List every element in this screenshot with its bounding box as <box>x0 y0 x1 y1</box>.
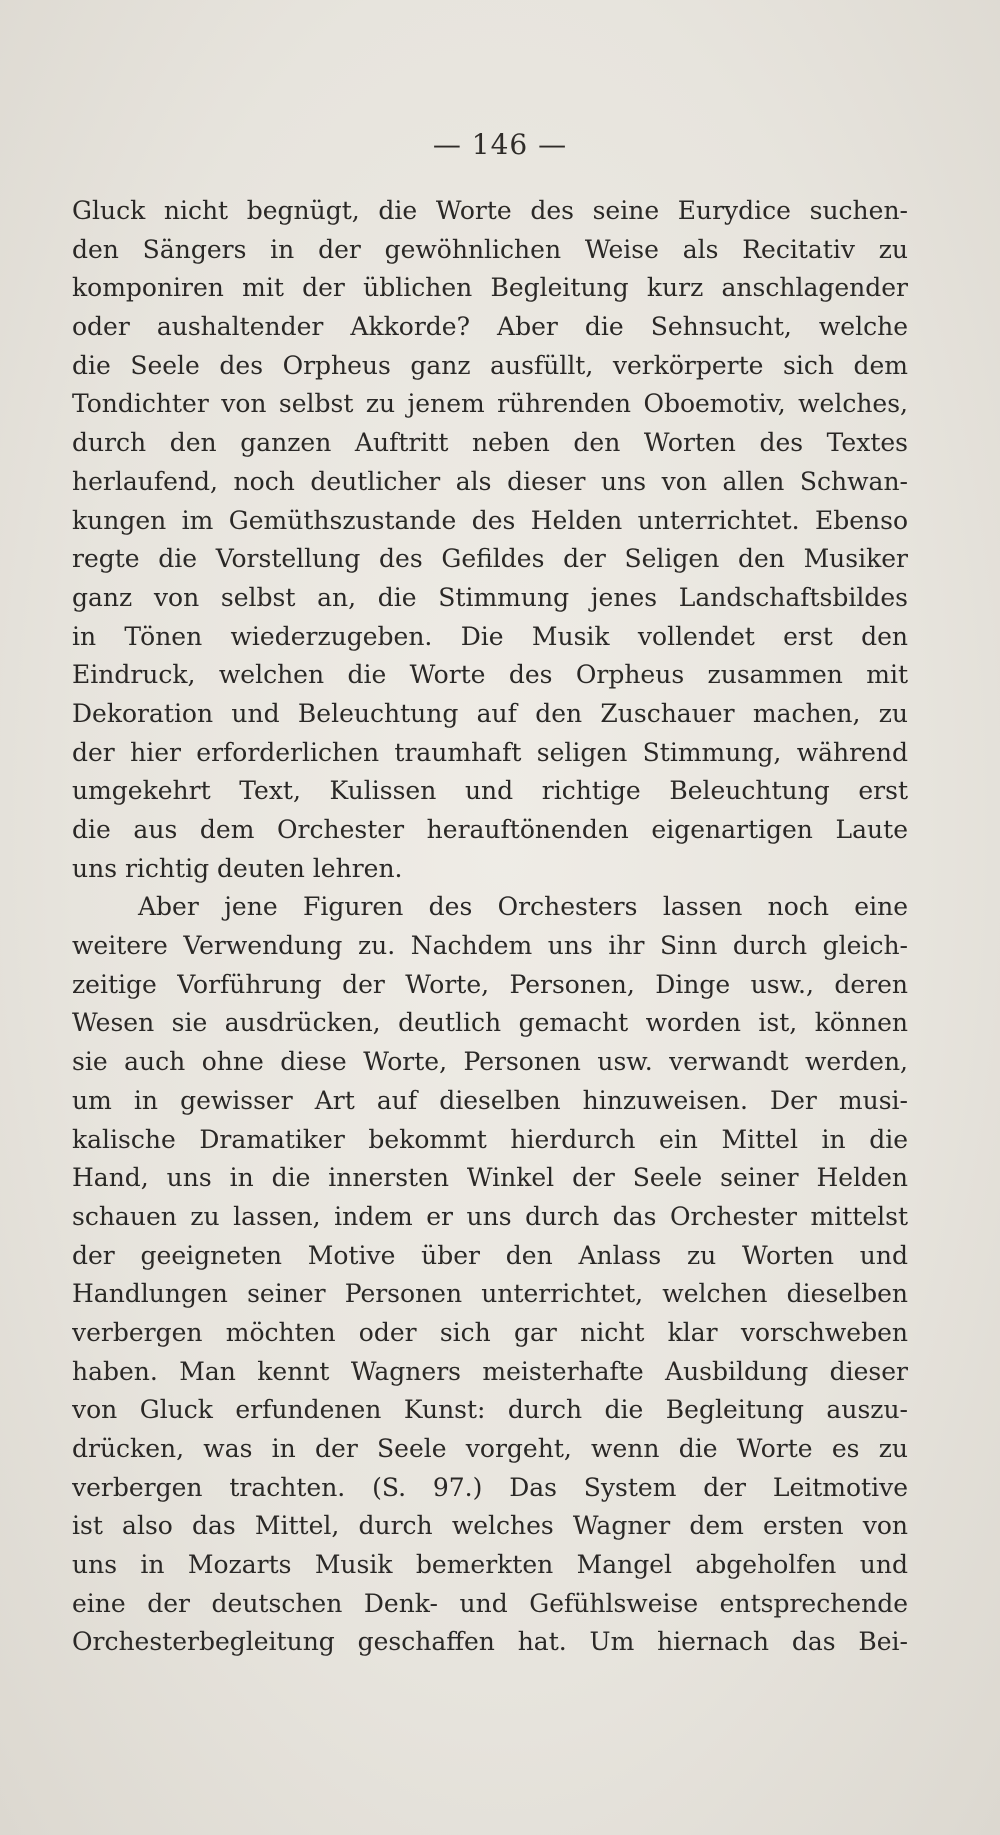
text-line: herlaufend, noch deutlicher als dieser uns von allen Schwan- <box>72 466 908 496</box>
text-line: uns richtig deuten lehren. <box>72 853 403 883</box>
text-line: kungen im Gemüthszustande des Helden unterrichtet. Ebenso <box>72 505 908 535</box>
text-line: verbergen möchten oder sich gar nicht klar vorschweben <box>72 1317 908 1347</box>
text-line: ganz von selbst an, die Stimmung jenes Landschaftsbildes <box>72 582 908 612</box>
text-line: Handlungen seiner Personen unterrichtet, welchen dieselben <box>72 1279 908 1309</box>
text-line: den Sängers in der gewöhnlichen Weise als Recitativ zu <box>72 234 908 264</box>
text-line: eine der deutschen Denk- und Gefühlsweise entsprechende <box>72 1588 908 1618</box>
text-line: Dekoration und Beleuchtung auf den Zuschauer machen, zu <box>72 698 908 728</box>
text-line: um in gewisser Art auf dieselben hinzuweisen. Der musi- <box>72 1085 908 1115</box>
text-line: Wesen sie ausdrücken, deutlich gemacht worden ist, können <box>72 1008 908 1038</box>
text-line: weitere Verwendung zu. Nachdem uns ihr Sinn durch gleich- <box>72 931 908 961</box>
text-line: komponiren mit der üblichen Begleitung kurz anschlagender <box>72 273 908 303</box>
text-line: die Seele des Orpheus ganz ausfüllt, verkörperte sich dem <box>72 350 908 380</box>
text-line: ist also das Mittel, durch welches Wagner dem ersten von <box>72 1511 908 1541</box>
text-line: Hand, uns in die innersten Winkel der Seele seiner Helden <box>72 1163 908 1193</box>
text-line: die aus dem Orchester herauftönenden eigenartigen Laute <box>72 815 908 844</box>
text-line: schauen zu lassen, indem er uns durch das Orchester mittelst <box>72 1201 908 1231</box>
text-line: Orchesterbegleitung geschaffen hat. Um hiernach das Bei- <box>72 1627 908 1657</box>
text-line: regte die Vorstellung des Gefildes der Seligen den Musiker <box>72 544 908 574</box>
text-line: haben. Man kennt Wagners meisterhafte Ausbildung dieser <box>72 1356 908 1386</box>
text-line: kalische Dramatiker bekommt hierdurch ein Mittel in die <box>72 1124 908 1154</box>
text-line: Eindruck, welchen die Worte des Orpheus zusammen mit <box>72 660 908 690</box>
text-line: umgekehrt Text, Kulissen und richtige Beleuchtung erst <box>72 776 908 806</box>
text-line: zeitige Vorführung der Worte, Personen, Dinge usw., deren <box>72 969 908 999</box>
text-line: uns in Mozarts Musik bemerkten Mangel abgeholfen und <box>72 1550 908 1580</box>
text-line: Aber jene Figuren des Orchesters lassen noch eine <box>138 892 908 922</box>
text-line: sie auch ohne diese Worte, Personen usw. verwandt werden, <box>72 1047 908 1077</box>
body-text <box>72 192 908 1662</box>
text-line: der hier erforderlichen traumhaft seligen Stimmung, während <box>72 737 908 767</box>
text-line: in Tönen wiederzugeben. Die Musik vollendet erst den <box>72 621 908 651</box>
text-line: verbergen trachten. (S. 97.) Das System der Leitmotive <box>72 1472 908 1502</box>
text-line: der geeigneten Motive über den Anlass zu Worten und <box>72 1240 908 1270</box>
text-line: von Gluck erfundenen Kunst: durch die Begleitung auszu- <box>72 1395 908 1425</box>
text-line: drücken, was in der Seele vorgeht, wenn die Worte es zu <box>72 1434 908 1463</box>
page-number: — 146 — <box>432 128 568 161</box>
text-line: Gluck nicht begnügt, die Worte des seine Eurydice suchen- <box>72 196 908 225</box>
text-line: Tondichter von selbst zu jenem rührenden Oboemotiv, welches, <box>72 389 908 419</box>
text-line: durch den ganzen Auftritt neben den Worten des Textes <box>72 428 908 458</box>
text-line: oder aushaltender Akkorde? Aber die Sehnsucht, welche <box>72 312 908 342</box>
